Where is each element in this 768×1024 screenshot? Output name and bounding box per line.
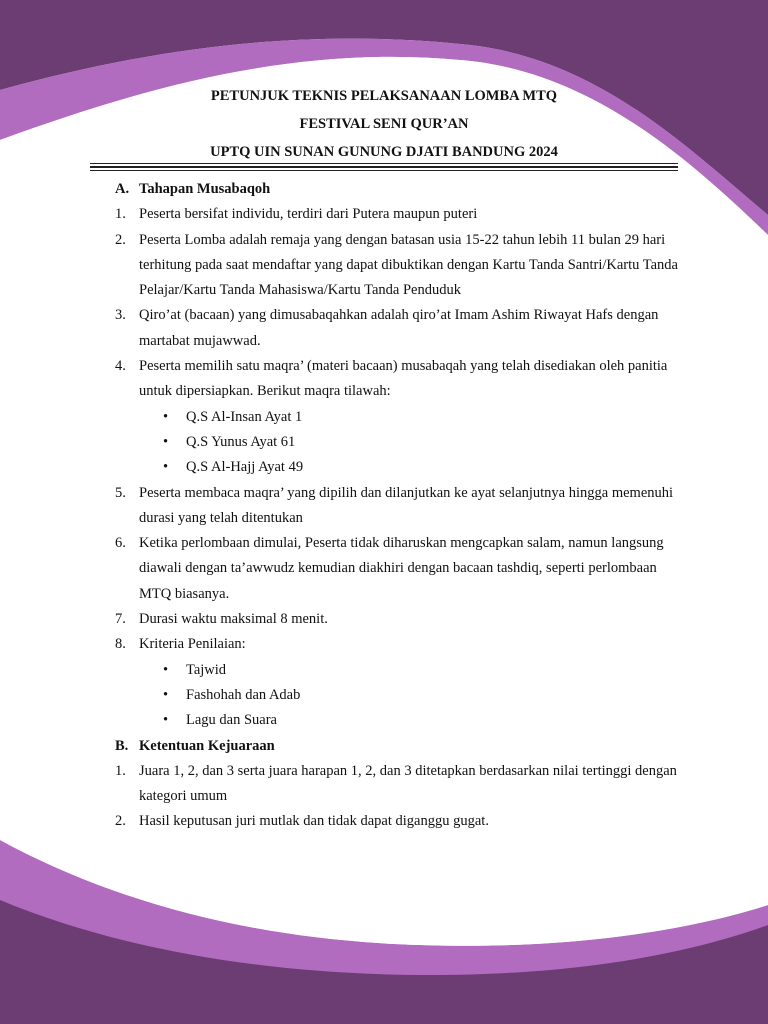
item-number: 4. [115,358,126,375]
header-rule-middle [90,166,678,168]
document-title-line-2: FESTIVAL SENI QUR’AN [299,116,469,132]
list-item [115,531,680,607]
bullet-icon: • [163,686,169,703]
list-item [115,354,680,405]
item-text: Peserta Lomba adalah remaja yang dengan batasan usia 15-22 tahun lebih 11 bulan 29 hari terhitung pada saat mendaftar yang dapat dibuktikan dengan Kartu Tanda Santri/Kartu Tanda Pelajar/Kartu Tanda Mahasiswa/Kartu Tanda Penduduk [139,231,678,299]
item-number: 8. [115,636,126,653]
section-a-label: A. [115,181,130,197]
item-number: 3. [115,307,126,324]
sub-item-text: Q.S Al-Insan Ayat 1 [186,408,303,425]
maqra-list [115,405,680,481]
item-text: Peserta membaca maqra’ yang dipilih dan dilanjutkan ke ayat selanjutnya hingga memenuhi durasi yang telah ditentukan [139,484,674,526]
sub-list-item [115,455,680,480]
list-item [115,632,680,657]
section-b-label: B. [115,737,129,754]
section-b-heading [115,734,680,759]
item-text: Ketika perlombaan dimulai, Peserta tidak diharuskan mengcapkan salam, namun langsung diawali dengan ta’awwudz kemudian diakhiri dengan bacaan tashdiq, seperti perlombaan MTQ biasanya. [139,535,664,602]
item-text: Durasi waktu maksimal 8 menit. [139,611,328,628]
item-text: Peserta bersifat individu, terdiri dari Putera maupun puteri [139,206,478,223]
section-a-heading [115,177,680,202]
list-item [115,481,680,532]
sub-list-item [115,405,680,430]
item-text: Peserta memilih satu maqra’ (materi bacaan) musabaqah yang telah disediakan oleh panitia untuk dipersiapkan. Berikut maqra tilawah: [139,358,668,400]
bullet-icon: • [163,712,169,729]
sub-list-item [115,708,680,733]
list-item [115,607,680,632]
list-item [115,303,680,354]
section-b-title: Ketentuan Kejuaraan [139,737,275,754]
section-a-title: Tahapan Musabaqoh [139,181,271,197]
list-item [115,202,680,227]
item-number: 7. [115,611,126,628]
list-item [115,759,680,810]
header-rule-top [90,163,678,164]
bullet-icon: • [163,459,169,476]
bullet-icon: • [163,661,169,678]
sub-item-text: Lagu dan Suara [186,712,277,729]
list-item [115,809,680,834]
item-number: 6. [115,535,126,552]
item-text: Hasil keputusan juri mutlak dan tidak dapat diganggu gugat. [139,813,489,830]
sub-item-text: Q.S Al-Hajj Ayat 49 [186,459,304,476]
document-body [115,177,680,835]
item-text: Kriteria Penilaian: [139,636,246,653]
item-number: 1. [115,762,126,779]
document-title-line-3: UPTQ UIN SUNAN GUNUNG DJATI BANDUNG 2024 [210,144,558,160]
sub-list-item [115,430,680,455]
item-text: Juara 1, 2, dan 3 serta juara harapan 1, 2, dan 3 ditetapkan berdasarkan nilai tertinggi dengan kategori umum [139,762,677,805]
document-title-line-1: PETUNJUK TEKNIS PELAKSANAAN LOMBA MTQ [210,88,558,104]
item-number: 2. [115,813,126,830]
item-number: 5. [115,484,126,501]
header-rule-bottom [90,170,678,171]
sub-list-item [115,683,680,708]
sub-list-item [115,658,680,683]
sub-item-text: Q.S Yunus Ayat 61 [186,433,296,450]
item-number: 1. [115,206,126,223]
item-number: 2. [115,231,126,248]
criteria-list [115,658,680,734]
list-item [115,228,680,304]
sub-item-text: Tajwid [186,661,227,678]
bullet-icon: • [163,408,169,425]
bullet-icon: • [163,433,169,450]
item-text: Qiro’at (bacaan) yang dimusabaqahkan adalah qiro’at Imam Ashim Riwayat Hafs dengan martabat mujawwad. [139,307,659,349]
sub-item-text: Fashohah dan Adab [186,686,301,703]
